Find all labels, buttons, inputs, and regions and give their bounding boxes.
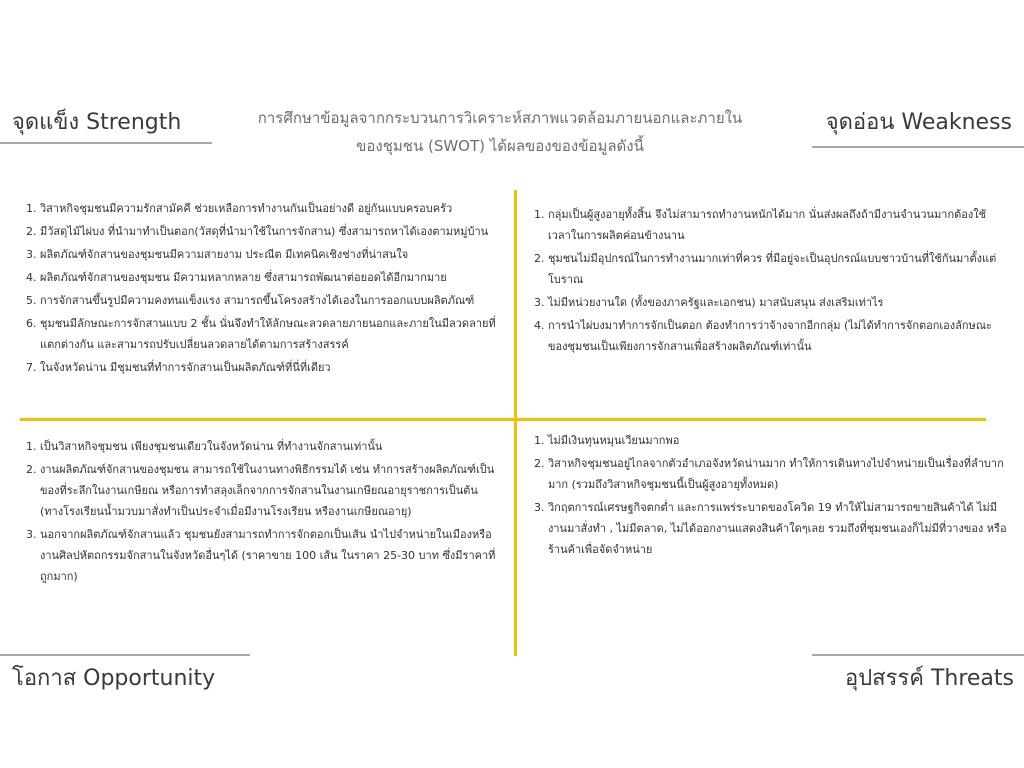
strength-item: 4. ผลิตภัณฑ์จักสานของชุมชน มีความหลากหลาย ซึ่งสามารถพัฒนาต่อยอดได้อีกมากมาย <box>40 267 504 288</box>
strength-item: 1. วิสาหกิจชุมชนมีความรักสามัคคี ช่วยเหลือการทำงานกันเป็นอย่างดี อยู่กันแบบครอบครัว <box>40 198 504 219</box>
strength-item: 3. ผลิตภัณฑ์จักสานของชุมชนมีความสายงาม ประณีต มีเทคนิคเชิงช่างที่น่าสนใจ <box>40 244 504 265</box>
intro-line-2: ของชุมชน (SWOT) ได้ผลของของข้อมูลดังนี้ <box>356 137 644 155</box>
strength-heading-rule <box>0 142 212 144</box>
opportunity-item: 1. เป็นวิสาหกิจชุมชน เพียงชุมชนเดียวในจังหวัดน่าน ที่ทำงานจักสานเท่านั้น <box>40 436 504 457</box>
weakness-heading-rule <box>812 146 1024 148</box>
horizontal-axis-divider <box>20 418 986 421</box>
opportunity-list <box>22 436 504 587</box>
threats-list <box>530 430 1008 560</box>
weakness-item: 2. ชุมชนไม่มีอุปกรณ์ในการทำงานมากเท่าที่ควร ที่มีอยู่จะเป็นอุปกรณ์แบบชาวบ้านที่ใช้กันมาตั้งแต่โบราณ <box>548 248 1008 290</box>
threats-heading-rule <box>812 654 1024 656</box>
weakness-heading: จุดอ่อน Weakness <box>825 110 1012 135</box>
opportunity-item: 2. งานผลิตภัณฑ์จักสานของชุมชน สามารถใช้ในงานทางพิธีกรรมได้ เช่น ทำการสร้างผลิตภัณฑ์เป็นของที่ระลึกในงานเกษียณ หรือการทำสลุงเล็กจากการจักสานในงานเกษียณอายุราชการเป็นต้น (ทางโรงเรียนน้ำมวบมาสั่งทำเป็นประจำเมื่อมีงานโรงเรียน หรืองานเกษียณอายุ) <box>40 459 504 522</box>
strength-list <box>22 198 504 378</box>
threat-item: 3. วิกฤตการณ์เศรษฐกิจตกต่ำ และการแพร่ระบาดของโควิด 19 ทำให้ไม่สามารถขายสินค้าได้ ไม่มีงานมาสั่งทำ , ไม่มีตลาด, ไม่ได้ออกงานแสดงสินค้าใดๆเลย รวมถึงที่ชุมชนเองก็ไม่มีที่วางของ หรือร้านค้าเพื่อจัดจำหน่าย <box>548 497 1008 560</box>
opportunity-item: 3. นอกจากผลิตภัณฑ์จักสานแล้ว ชุมชนยังสามารถทำการจักตอกเป็นเส้น นำไปจำหน่ายในเมืองหรืองานศิลปหัตถกรรมจักสานในจังหวัดอื่นๆได้ (ราคาขาย 100 เส้น ในราคา 25-30 บาท ซึ่งมีราคาที่ถูกมาก) <box>40 524 504 587</box>
opportunity-heading-rule <box>0 654 250 656</box>
threats-heading: อุปสรรค์ Threats <box>845 666 1014 691</box>
opportunity-quadrant <box>22 436 504 589</box>
opportunity-heading: โอกาส Opportunity <box>12 666 216 691</box>
strength-item: 6. ชุมชนมีลักษณะการจักสานแบบ 2 ชั้น นั่นจึงทำให้ลักษณะลวดลายภายนอกและภายในมีลวดลายที่แตกต่างกัน และสามารถปรับเปลี่ยนลวดลายได้ตามการสร้างสรรค์ <box>40 313 504 355</box>
strength-quadrant <box>22 198 504 380</box>
weakness-item: 4. การนำไผ่บงมาทำการจักเป็นตอก ต้องทำการว่าจ้างจากอีกกลุ่ม (ไม่ได้ทำการจักตอกเองลักษณะของชุมชนเป็นเพียงการจักสานเพื่อสร้างผลิตภัณฑ์เท่านั้น <box>548 315 1008 357</box>
weakness-quadrant <box>530 204 1008 359</box>
intro-line-1: การศึกษาข้อมูลจากกระบวนการวิเคราะห์สภาพแวดล้อมภายนอกและภายใน <box>257 109 743 127</box>
strength-item: 5. การจักสานขึ้นรูปมีความคงทนแข็งแรง สามารถขึ้นโครงสร้างได้เองในการออกแบบผลิตภัณฑ์ <box>40 290 504 311</box>
vertical-axis-divider <box>514 190 517 656</box>
strength-heading: จุดแข็ง Strength <box>12 110 182 135</box>
threat-item: 2. วิสาหกิจชุมชนอยู่ไกลจากตัวอำเภอจังหวัดน่านมาก ทำให้การเดินทางไปจำหน่ายเป็นเรื่องที่ลำบากมาก (รวมถึงวิสาหกิจชุมชนนี้เป็นผู้สูงอายุทั้งหมด) <box>548 453 1008 495</box>
weakness-list <box>530 204 1008 357</box>
weakness-item: 1. กลุ่มเป็นผู้สูงอายุทั้งสิ้น จึงไม่สามารถทำงานหนักได้มาก นั่นส่งผลถึงถ้ามีงานจำนวนมากต้องใช้เวลาในการผลิตค่อนข้างนาน <box>548 204 1008 246</box>
threat-item: 1. ไม่มีเงินทุนหมุนเวียนมากพอ <box>548 430 1008 451</box>
swot-intro <box>240 104 760 160</box>
weakness-item: 3. ไม่มีหน่วยงานใด (ทั้งของภาครัฐและเอกชน) มาสนับสนุน ส่งเสริมเท่าไร <box>548 292 1008 313</box>
strength-item: 2. มีวัสดุไม้ไผ่บง ที่นำมาทำเป็นตอก(วัสดุที่นำมาใช้ในการจักสาน) ซึ่งสามารถหาได้เองตามหมู่บ้าน <box>40 221 504 242</box>
strength-item: 7. ในจังหวัดน่าน มีชุมชนที่ทำการจักสานเป็นผลิตภัณฑ์ที่นี่ที่เดียว <box>40 357 504 378</box>
threats-quadrant <box>530 430 1008 562</box>
